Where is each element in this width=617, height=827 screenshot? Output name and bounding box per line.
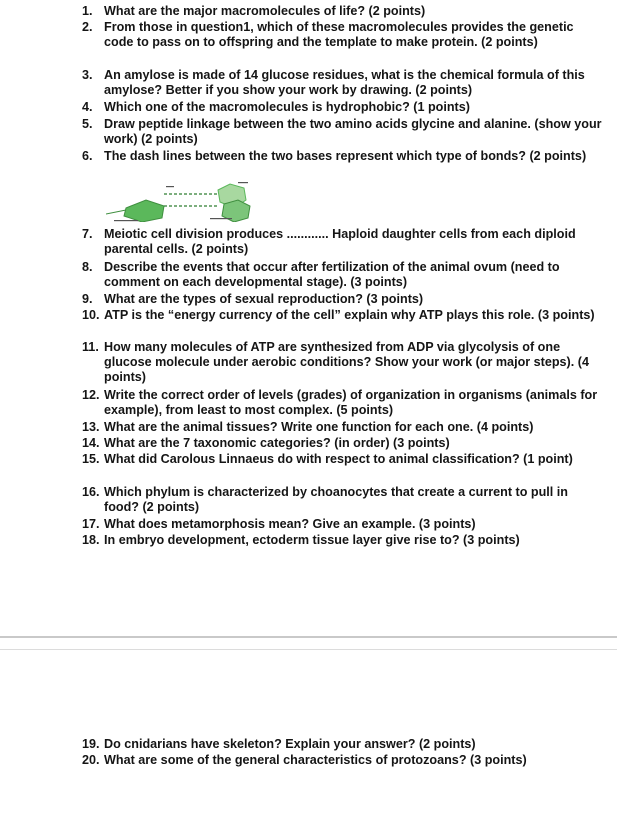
question-number: 3. <box>82 68 93 82</box>
question-9 <box>82 292 602 307</box>
question-text: What are some of the general characteristics of protozoans? (3 points) <box>104 753 527 767</box>
question-14 <box>82 436 602 451</box>
question-text: How many molecules of ATP are synthesized from ADP via glycolysis of one glucose molecule under aerobic conditions? Show your work (or major steps). (4 points) <box>104 340 589 385</box>
base-pair-diagram <box>106 180 266 222</box>
question-text: What are the types of sexual reproduction? (3 points) <box>104 292 424 306</box>
question-3 <box>82 68 602 98</box>
question-number: 4. <box>82 100 93 114</box>
question-20 <box>82 753 602 768</box>
question-number: 18. <box>82 533 100 547</box>
question-number: 20. <box>82 753 100 767</box>
question-number: 2. <box>82 20 93 34</box>
question-text: An amylose is made of 14 glucose residues, what is the chemical formula of this amylose? Better if you show your work by drawing. (2 points) <box>104 68 585 98</box>
question-text: Which phylum is characterized by choanocytes that create a current to pull in food? (2 points) <box>104 485 568 515</box>
question-1 <box>82 4 602 19</box>
question-text: What are the 7 taxonomic categories? (in order) (3 points) <box>104 436 450 450</box>
question-number: 1. <box>82 4 93 18</box>
base-left-ring <box>106 200 164 222</box>
question-text: Draw peptide linkage between the two amino acids glycine and alanine. (show your work) (2 points) <box>104 117 602 147</box>
question-text: ATP is the “energy currency of the cell” explain why ATP plays this role. (3 points) <box>104 308 595 322</box>
question-text: Describe the events that occur after fertilization of the animal ovum (need to comment on each developmental stage). (3 points) <box>104 260 560 290</box>
question-7 <box>82 227 602 257</box>
question-number: 15. <box>82 452 100 466</box>
question-text: What does metamorphosis mean? Give an example. (3 points) <box>104 517 476 531</box>
question-17 <box>82 517 602 532</box>
question-number: 11. <box>82 340 99 354</box>
question-number: 7. <box>82 227 93 241</box>
question-number: 6. <box>82 149 93 163</box>
question-6 <box>82 149 602 164</box>
question-12 <box>82 388 602 418</box>
base-right-ring <box>218 184 250 222</box>
question-number: 14. <box>82 436 100 450</box>
question-number: 12. <box>82 388 100 402</box>
question-text: The dash lines between the two bases represent which type of bonds? (2 points) <box>104 149 587 163</box>
question-text: What are the animal tissues? Write one function for each one. (4 points) <box>104 420 534 434</box>
question-text: What are the major macromolecules of life? (2 points) <box>104 4 426 18</box>
question-2 <box>82 20 602 50</box>
question-number: 13. <box>82 420 100 434</box>
question-19 <box>82 737 602 752</box>
question-18 <box>82 533 602 548</box>
question-text: From those in question1, which of these macromolecules provides the genetic code to pass on to offspring and the template to make protein. (2 points) <box>104 20 574 50</box>
question-text: What did Carolous Linnaeus do with respect to animal classification? (1 point) <box>104 452 573 466</box>
question-text: In embryo development, ectoderm tissue layer give rise to? (3 points) <box>104 533 520 547</box>
question-8 <box>82 260 602 290</box>
question-number: 16. <box>82 485 100 499</box>
question-13 <box>82 420 602 435</box>
hydrogen-bond-dashes <box>164 194 218 206</box>
question-5 <box>82 117 602 147</box>
page-divider-shadow <box>0 649 617 650</box>
question-number: 19. <box>82 737 100 751</box>
question-text: Which one of the macromolecules is hydrophobic? (1 points) <box>104 100 470 114</box>
question-15 <box>82 452 602 467</box>
question-11 <box>82 340 602 386</box>
question-text: Do cnidarians have skeleton? Explain your answer? (2 points) <box>104 737 476 751</box>
question-16 <box>82 485 602 515</box>
page-divider <box>0 636 617 638</box>
question-number: 17. <box>82 517 100 531</box>
question-number: 10. <box>82 308 100 322</box>
question-number: 9. <box>82 292 93 306</box>
question-text: Write the correct order of levels (grades) of organization in organisms (animals for example), from least to most complex. (5 points) <box>104 388 598 418</box>
question-4 <box>82 100 602 115</box>
question-number: 8. <box>82 260 93 274</box>
question-text: Meiotic cell division produces ............ Haploid daughter cells from each diploid parental cells. (2 points) <box>104 227 576 257</box>
question-10 <box>82 308 602 323</box>
question-number: 5. <box>82 117 93 131</box>
